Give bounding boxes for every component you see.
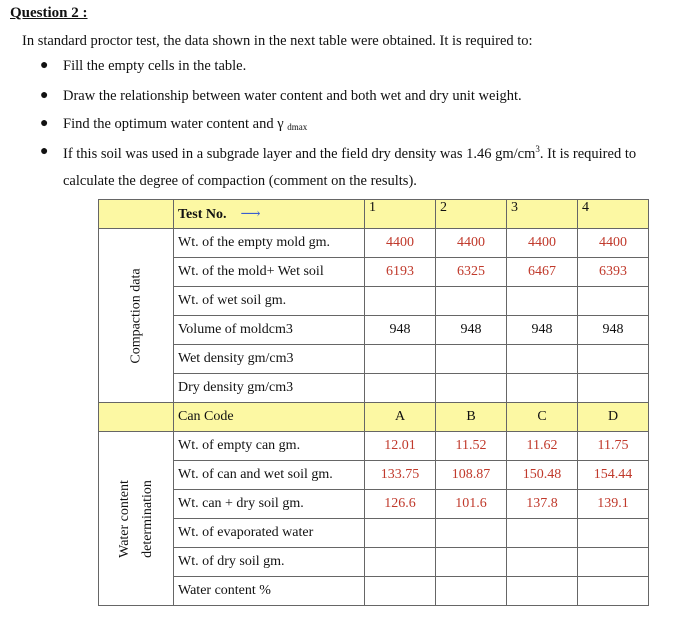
test-no-label: Test No. bbox=[178, 206, 227, 222]
table-cell bbox=[365, 577, 436, 606]
table-row bbox=[99, 229, 649, 258]
can-code: C bbox=[507, 403, 578, 432]
water-side-label bbox=[99, 432, 174, 606]
table-cell: 137.8 bbox=[507, 490, 578, 519]
intro-text: In standard proctor test, the data shown in the next table were obtained. It is required to: bbox=[22, 33, 533, 49]
table-cell bbox=[436, 374, 507, 403]
bullet-icon: ● bbox=[40, 116, 49, 131]
row-label: Wt. of empty can gm. bbox=[174, 432, 365, 461]
table-row bbox=[99, 432, 649, 461]
table-cell bbox=[507, 345, 578, 374]
side-label: Compaction data bbox=[128, 268, 144, 364]
table-cell bbox=[578, 577, 649, 606]
task-text: Draw the relationship between water content and both wet and dry unit weight. bbox=[63, 88, 522, 104]
table-cell bbox=[436, 287, 507, 316]
table-cell: 11.52 bbox=[436, 432, 507, 461]
bullet-icon: ● bbox=[40, 144, 49, 159]
table-cell: 11.62 bbox=[507, 432, 578, 461]
task-text-continuation: calculate the degree of compaction (comment on the results). bbox=[63, 173, 417, 189]
task-text-tail: . It is required to bbox=[539, 146, 637, 162]
can-code: B bbox=[436, 403, 507, 432]
table-cell bbox=[436, 548, 507, 577]
table-cell: 6193 bbox=[365, 258, 436, 287]
table-cell bbox=[578, 519, 649, 548]
table-cell: 948 bbox=[436, 316, 507, 345]
table-cell bbox=[507, 374, 578, 403]
table-cell bbox=[507, 519, 578, 548]
bullet-icon: ● bbox=[40, 88, 49, 103]
table-cell bbox=[365, 519, 436, 548]
task-text: Fill the empty cells in the table. bbox=[63, 58, 247, 74]
row-label: Wt. of evaporated water bbox=[174, 519, 365, 548]
table-cell: 11.75 bbox=[578, 432, 649, 461]
table-cell bbox=[365, 345, 436, 374]
table-cell bbox=[578, 287, 649, 316]
can-code: A bbox=[365, 403, 436, 432]
table-cell: 948 bbox=[578, 316, 649, 345]
table-cell bbox=[365, 548, 436, 577]
side-label: Water content bbox=[116, 480, 132, 558]
row-label: Wt. can + dry soil gm. bbox=[174, 490, 365, 519]
table-cell: 948 bbox=[365, 316, 436, 345]
table-cell: 150.48 bbox=[507, 461, 578, 490]
task-text: If this soil was used in a subgrade layer and the field dry density was 1.46 gm/cm bbox=[63, 146, 536, 162]
unit-superscript: 3 bbox=[535, 144, 540, 154]
table-cell: 6393 bbox=[578, 258, 649, 287]
test-number: 2 bbox=[436, 200, 507, 229]
header-row bbox=[99, 200, 649, 229]
table-cell bbox=[365, 374, 436, 403]
table-cell: 948 bbox=[507, 316, 578, 345]
row-label: Wt. of the empty mold gm. bbox=[174, 229, 365, 258]
table-cell: 12.01 bbox=[365, 432, 436, 461]
task-text: Find the optimum water content and γ bbox=[63, 116, 284, 132]
compaction-side-label bbox=[99, 229, 174, 403]
table-cell: 6467 bbox=[507, 258, 578, 287]
table-row bbox=[99, 490, 649, 519]
table-cell: 139.1 bbox=[578, 490, 649, 519]
can-code: D bbox=[578, 403, 649, 432]
table-cell: 6325 bbox=[436, 258, 507, 287]
table-cell: 4400 bbox=[436, 229, 507, 258]
table-row bbox=[99, 519, 649, 548]
test-number: 3 bbox=[507, 200, 578, 229]
table-row bbox=[99, 258, 649, 287]
table-cell: 154.44 bbox=[578, 461, 649, 490]
table-cell bbox=[507, 287, 578, 316]
row-label: Water content % bbox=[174, 577, 365, 606]
can-code-label: Can Code bbox=[174, 403, 365, 432]
row-label: Wt. of wet soil gm. bbox=[174, 287, 365, 316]
table-row bbox=[99, 461, 649, 490]
table-row bbox=[99, 345, 649, 374]
gamma-subscript: dmax bbox=[287, 122, 308, 132]
row-label: Wet density gm/cm3 bbox=[174, 345, 365, 374]
table-cell: 126.6 bbox=[365, 490, 436, 519]
table-row bbox=[99, 374, 649, 403]
table-row bbox=[99, 548, 649, 577]
test-number: 4 bbox=[578, 200, 649, 229]
row-label: Volume of moldcm3 bbox=[174, 316, 365, 345]
table-cell bbox=[507, 577, 578, 606]
proctor-data-table bbox=[98, 199, 649, 606]
table-cell: 133.75 bbox=[365, 461, 436, 490]
test-number: 1 bbox=[365, 200, 436, 229]
question-title: Question 2 : bbox=[10, 5, 88, 21]
table-cell bbox=[507, 548, 578, 577]
row-label: Wt. of the mold+ Wet soil bbox=[174, 258, 365, 287]
row-label: Dry density gm/cm3 bbox=[174, 374, 365, 403]
bullet-icon: ● bbox=[40, 58, 49, 73]
table-row bbox=[99, 577, 649, 606]
table-cell: 101.6 bbox=[436, 490, 507, 519]
table-cell bbox=[578, 374, 649, 403]
table-cell bbox=[436, 577, 507, 606]
table-cell bbox=[578, 345, 649, 374]
table-cell: 4400 bbox=[365, 229, 436, 258]
table-row bbox=[99, 316, 649, 345]
row-label: Wt. of can and wet soil gm. bbox=[174, 461, 365, 490]
row-label: Wt. of dry soil gm. bbox=[174, 548, 365, 577]
table-cell bbox=[436, 519, 507, 548]
table-cell: 4400 bbox=[507, 229, 578, 258]
arrow-right-icon: ⟶ bbox=[240, 206, 261, 222]
table-cell: 108.87 bbox=[436, 461, 507, 490]
table-cell: 4400 bbox=[578, 229, 649, 258]
can-code-row bbox=[99, 403, 649, 432]
table-cell bbox=[365, 287, 436, 316]
table-cell bbox=[436, 345, 507, 374]
table-cell bbox=[578, 548, 649, 577]
table-row bbox=[99, 287, 649, 316]
side-label: determination bbox=[140, 480, 156, 558]
